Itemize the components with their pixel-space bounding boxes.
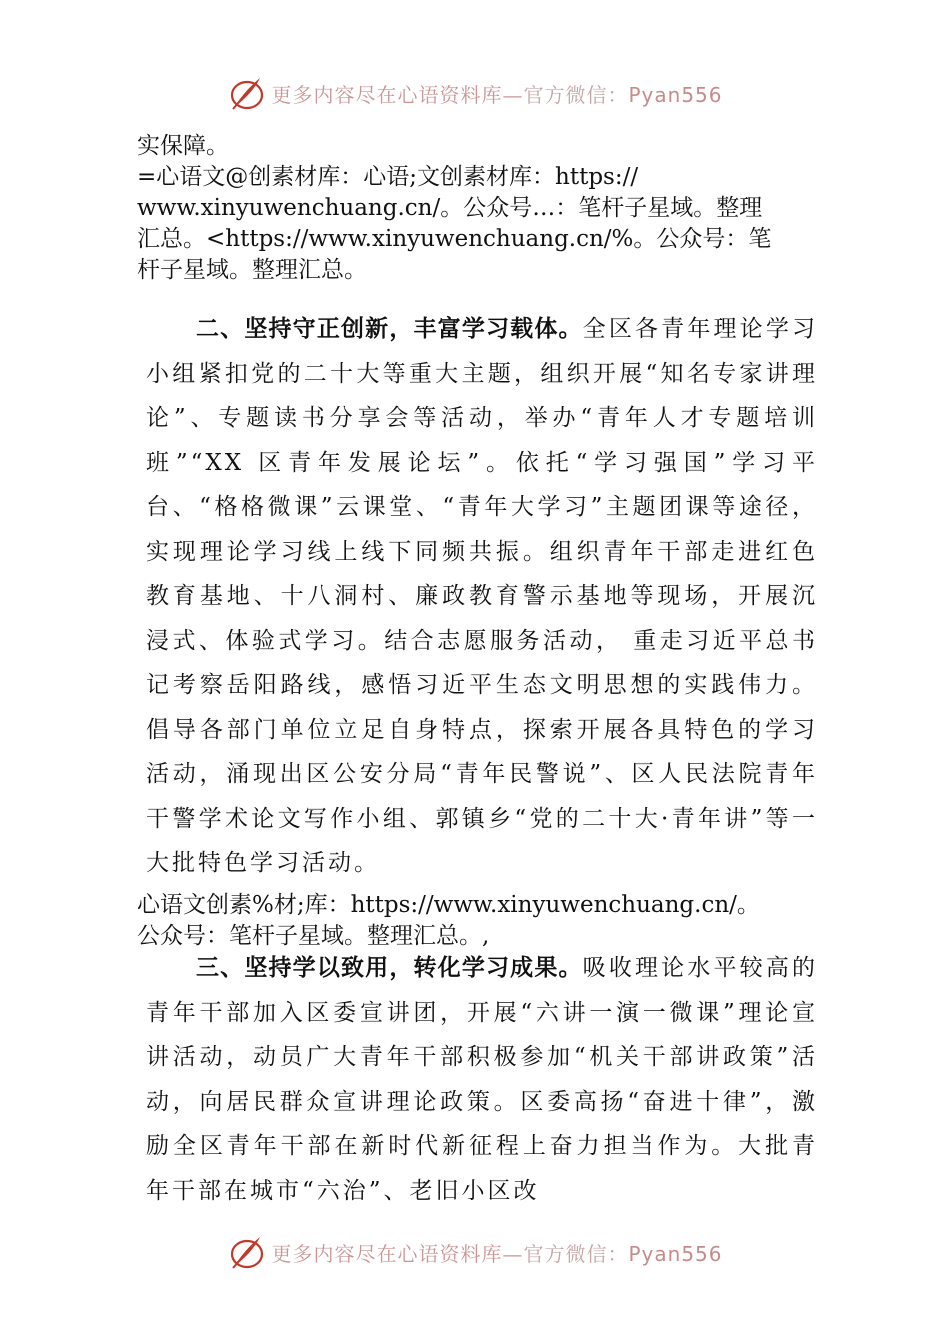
quill-pen-icon [227, 1232, 267, 1272]
quill-pen-icon [227, 73, 267, 113]
watermark-note-top: 实保障。 =心语文@创素材库：心语;文创素材库：https:// www.xinyuwenchuang.cn/。公众号…：笔杆子星域。整理 汇总。<https://www.xinyuwenchuang.cn/%。公众号：笔 杆子星域。整理汇总。 [137, 133, 772, 283]
footer-watermark-banner [0, 1230, 950, 1274]
header-watermark-banner [0, 71, 950, 115]
section-3-body: 吸收理论水平较高的青年干部加入区委宣讲团，开展“六讲一演一微课”理论宣讲活动，动员广大青年干部积极参加“机关干部讲政策”活动，向居民群众宣讲理论政策。区委高扬“奋进十律”，激励全区青年干部在新时代新征程上奋力担当作为。大批青年干部在城市“六治”、老旧小区改 [146, 955, 819, 1204]
section-2-paragraph [146, 307, 818, 886]
section-2-body: 全区各青年理论学习小组紧扣党的二十大等重大主题，组织开展“知名专家讲理论”、专题读书分享会等活动，举办“青年人才专题培训班”“XX 区青年发展论坛”。依托“学习强国”学习平台、“格格微课”云课堂、“青年大学习”主题团课等途径，实现理论学习线上线下同频共振。组织青年干部走进红色教育基地、十八洞村、廉政教育警示基地等现场，开展沉浸式、体验式学习。结合志愿服务活动， 重走习近平总书记考察岳阳路线，感悟习近平生态文明思想的实践伟力。倡导各部门单位立足自身特点，探索开展各具特色的学习活动，涌现出区公安分局“青年民警说”、区人民法院青年干警学术论文写作小组、郭镇乡“党的二十大·青年讲”等一大批特色学习活动。 [146, 316, 819, 876]
watermark-note-middle: 心语文创素%材;库：https://www.xinyuwenchuang.cn/。 公众号：笔杆子星域。整理汇总。, [137, 892, 760, 949]
banner-text: 更多内容尽在心语资料库—官方微信：Pyan556 [271, 1241, 723, 1266]
section-3-heading: 三、坚持学以致用，转化学习成果。 [196, 955, 583, 981]
section-2-heading: 二、坚持守正创新，丰富学习载体。 [196, 316, 583, 342]
section-3-paragraph [146, 946, 818, 1213]
banner-text: 更多内容尽在心语资料库—官方微信：Pyan556 [271, 82, 723, 107]
